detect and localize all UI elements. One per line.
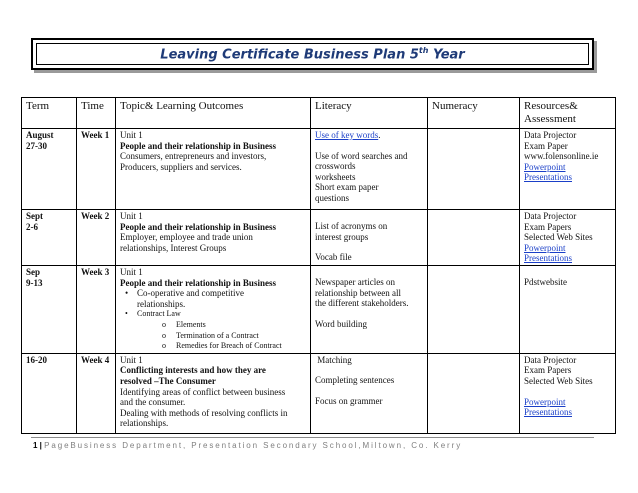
table-header-row (22, 98, 616, 129)
resource-line: Selected Web Sites (524, 232, 593, 243)
topic-bullets (120, 309, 306, 320)
page-title: Leaving Certificate Business Plan 5th Year (160, 45, 465, 63)
topic-heading: resolved –The Consumer (120, 375, 216, 386)
presentations-link[interactable]: Presentations (524, 407, 572, 418)
term-cell (22, 210, 77, 266)
unit-label: Unit 1 (120, 130, 143, 140)
literacy-line: Matching (315, 354, 352, 365)
term-cell (22, 129, 77, 210)
title-superscript: th (418, 45, 429, 55)
topic-line: Consumers, entrepreneurs and investors, (120, 151, 267, 162)
page-footer (33, 441, 603, 450)
key-words-link[interactable]: Use of key words (315, 130, 379, 140)
table-row (22, 210, 616, 266)
footer-text: PageBusiness Department, Presentation Secondary School,Miltown, Co. Kerry (44, 441, 463, 450)
topic-line: Producers, suppliers and services. (120, 161, 242, 172)
topic-line: Employer, employee and trade union (120, 232, 253, 243)
numeracy-cell (428, 210, 520, 266)
title-suffix: Year (428, 47, 465, 63)
table-row (22, 265, 616, 353)
resource-line: Data Projector (524, 354, 577, 365)
powerpoint-link[interactable]: Powerpoint (524, 161, 566, 172)
contract-subtopics (120, 320, 306, 352)
page-number: 1 (33, 441, 38, 450)
term-line: August (26, 130, 54, 140)
literacy-line: Word building (315, 318, 368, 329)
subtopic-item: o Termination of a Contract (162, 331, 306, 342)
numeracy-cell (428, 353, 520, 433)
topic-cell (116, 265, 311, 353)
resources-cell (520, 265, 616, 353)
literacy-line: Newspaper articles on (315, 276, 395, 287)
numeracy-cell (428, 129, 520, 210)
resource-line: Exam Papers (524, 221, 572, 232)
literacy-line: Use of word searches and (315, 150, 408, 161)
week-cell: Week 4 (77, 353, 116, 433)
unit-label: Unit 1 (120, 266, 143, 277)
term-dates: 2-6 (26, 221, 38, 232)
literacy-line: relationship between all (315, 287, 401, 298)
header-time: Time (77, 98, 116, 129)
term-line: Sept (26, 211, 44, 221)
resource-line: Data Projector (524, 130, 577, 140)
resources-cell (520, 353, 616, 433)
literacy-line: worksheets (315, 171, 356, 182)
literacy-line: Short exam paper (315, 182, 379, 193)
header-topic: Topic& Learning Outcomes (116, 98, 311, 129)
term-cell (22, 265, 77, 353)
powerpoint-link[interactable]: Powerpoint (524, 396, 566, 407)
literacy-line: crosswords (315, 161, 356, 172)
literacy-cell (311, 210, 428, 266)
header-term: Term (22, 98, 77, 129)
topic-line: relationships, Interest Groups (120, 242, 227, 253)
presentations-link[interactable]: Presentations (524, 172, 572, 183)
week-cell: Week 2 (77, 210, 116, 266)
table-row (22, 353, 616, 433)
powerpoint-link[interactable]: Powerpoint (524, 242, 566, 253)
business-plan-table (21, 97, 616, 434)
resource-line: www.folensonline.ie (524, 151, 599, 162)
presentations-link[interactable]: Presentations (524, 253, 572, 264)
topic-cell (116, 210, 311, 266)
title-inner-border (36, 43, 589, 65)
literacy-cell (311, 129, 428, 210)
resources-cell (520, 210, 616, 266)
resource-line: Pdstwebsite (524, 276, 568, 287)
literacy-line: the different stakeholders. (315, 298, 409, 309)
literacy-line: Completing sentences (315, 375, 395, 386)
resource-line: Exam Paper (524, 140, 568, 151)
literacy-line: questions (315, 192, 350, 203)
link-punctuation: . (378, 130, 381, 140)
subtopic-item: o Elements (162, 320, 306, 331)
topic-heading: People and their relationship in Business (120, 221, 276, 232)
unit-label: Unit 1 (120, 354, 143, 365)
numeracy-cell (428, 265, 520, 353)
topic-heading: People and their relationship in Business (120, 277, 276, 288)
term-dates: 27-30 (26, 140, 47, 151)
table-row (22, 129, 616, 210)
resources-cell (520, 129, 616, 210)
title-box (31, 38, 594, 70)
topic-line: relationships. (120, 418, 169, 429)
topic-cell (116, 353, 311, 433)
literacy-line: interest groups (315, 231, 369, 242)
topic-bullet: • Co-operative and competitive relationships. (120, 288, 306, 309)
topic-line: Identifying areas of conflict between business (120, 386, 286, 397)
topic-bullet: • Contract Law (120, 309, 306, 320)
term-dates: 9-13 (26, 277, 43, 288)
literacy-cell (311, 353, 428, 433)
term-cell (22, 353, 77, 433)
topic-line: and the consumer. (120, 397, 186, 408)
header-numeracy: Numeracy (428, 98, 520, 129)
resource-line: Exam Papers (524, 365, 572, 376)
term-dates: 16-20 (26, 354, 47, 365)
literacy-cell (311, 265, 428, 353)
footer-separator: | (37, 441, 45, 450)
week-cell: Week 3 (77, 265, 116, 353)
footer-rule (31, 437, 594, 438)
literacy-line: Vocab file (315, 252, 352, 263)
literacy-line: List of acronyms on (315, 221, 388, 231)
resource-line: Data Projector (524, 211, 577, 221)
header-literacy: Literacy (311, 98, 428, 129)
topic-line: Dealing with methods of resolving conflicts in (120, 407, 288, 418)
topic-heading: Conflicting interests and how they are (120, 365, 266, 376)
term-line: Sep (26, 266, 41, 277)
topic-bullets (120, 288, 306, 309)
subtopic-item: o Remedies for Breach of Contract (162, 341, 306, 352)
literacy-line: Focus on grammer (315, 395, 383, 406)
unit-label: Unit 1 (120, 211, 143, 221)
header-resources: Resources& Assessment (520, 98, 616, 129)
topic-cell (116, 129, 311, 210)
topic-heading: People and their relationship in Business (120, 140, 276, 151)
resource-line: Selected Web Sites (524, 375, 593, 386)
week-cell: Week 1 (77, 129, 116, 210)
